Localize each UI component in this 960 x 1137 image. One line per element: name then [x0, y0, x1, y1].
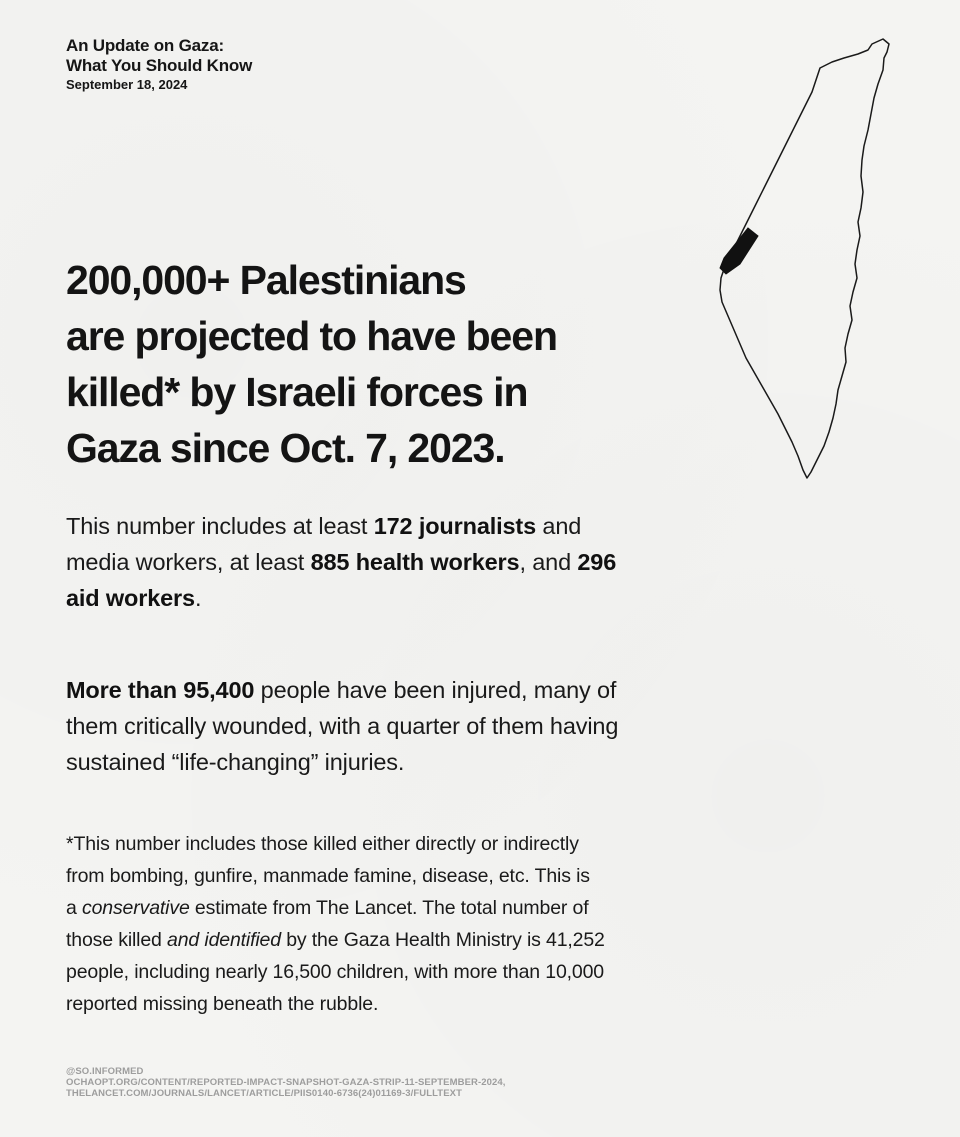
- injuries-line-1: [66, 672, 846, 708]
- footnote-line-3: [66, 892, 866, 924]
- headline: [66, 252, 726, 476]
- workers-line-1: [66, 508, 846, 544]
- health-workers-count: 885 health workers: [310, 549, 520, 575]
- injuries-line-3: sustained “life-changing” injuries.: [66, 749, 405, 775]
- aid-workers-label: aid workers: [66, 585, 195, 611]
- footnote-text-3b: estimate from The Lancet. The total number of: [189, 897, 589, 919]
- header: [66, 36, 486, 94]
- header-date: September 18, 2024: [66, 77, 188, 92]
- journalists-count: 172 journalists: [373, 513, 537, 539]
- headline-line-3: killed* by Israeli forces in: [66, 369, 528, 415]
- footnote-line-1: *This number includes those killed either directly or indirectly: [66, 833, 579, 855]
- workers-paragraph: [66, 508, 846, 616]
- footnote-emphasis-identified: and identified: [167, 929, 281, 951]
- injuries-text-1: people have been injured, many of: [254, 677, 617, 703]
- workers-text-1: This number includes at least: [66, 513, 374, 539]
- source-lancet: THELANCET.COM/JOURNALS/LANCET/ARTICLE/PIIS0140-6736(24)01169-3/FULLTEXT: [66, 1088, 462, 1099]
- footnote-line-5: people, including nearly 16,500 children, with more than 10,000: [66, 961, 604, 983]
- headline-line-2: are projected to have been: [66, 313, 557, 359]
- footnote-text-4a: those killed: [66, 929, 168, 951]
- header-title-line-1: An Update on Gaza:: [66, 36, 224, 55]
- workers-line-3: [66, 580, 846, 616]
- headline-line-4: Gaza since Oct. 7, 2023.: [66, 425, 505, 471]
- workers-text-4: , and: [519, 549, 578, 575]
- workers-line-2: [66, 544, 846, 580]
- footnote-emphasis-conservative: conservative: [81, 897, 190, 919]
- workers-text-3: media workers, at least: [66, 549, 311, 575]
- injuries-line-2: them critically wounded, with a quarter of them having: [66, 713, 619, 739]
- palestine-map-icon: [712, 36, 897, 482]
- injuries-paragraph: [66, 672, 846, 780]
- workers-text-5: .: [194, 585, 202, 611]
- source-ocha: OCHAOPT.ORG/CONTENT/REPORTED-IMPACT-SNAPSHOT-GAZA-STRIP-11-SEPTEMBER-2024,: [66, 1077, 506, 1088]
- source-handle: @SO.INFORMED: [66, 1066, 144, 1077]
- headline-line-1: 200,000+ Palestinians: [66, 257, 466, 303]
- aid-workers-count: 296: [577, 549, 617, 575]
- header-title-line-2: What You Should Know: [66, 56, 253, 75]
- sources: [66, 1066, 886, 1099]
- footnote-text-4b: by the Gaza Health Ministry is 41,252: [280, 929, 605, 951]
- palestine-outline: [720, 39, 889, 478]
- footnote-line-4: [66, 924, 866, 956]
- footnote-text-3a: a: [66, 897, 82, 919]
- footnote: [66, 828, 866, 1020]
- injured-count: More than 95,400: [66, 677, 255, 703]
- footnote-line-2: from bombing, gunfire, manmade famine, disease, etc. This is: [66, 865, 590, 887]
- workers-text-2: and: [536, 513, 582, 539]
- footnote-line-6: reported missing beneath the rubble.: [66, 993, 379, 1015]
